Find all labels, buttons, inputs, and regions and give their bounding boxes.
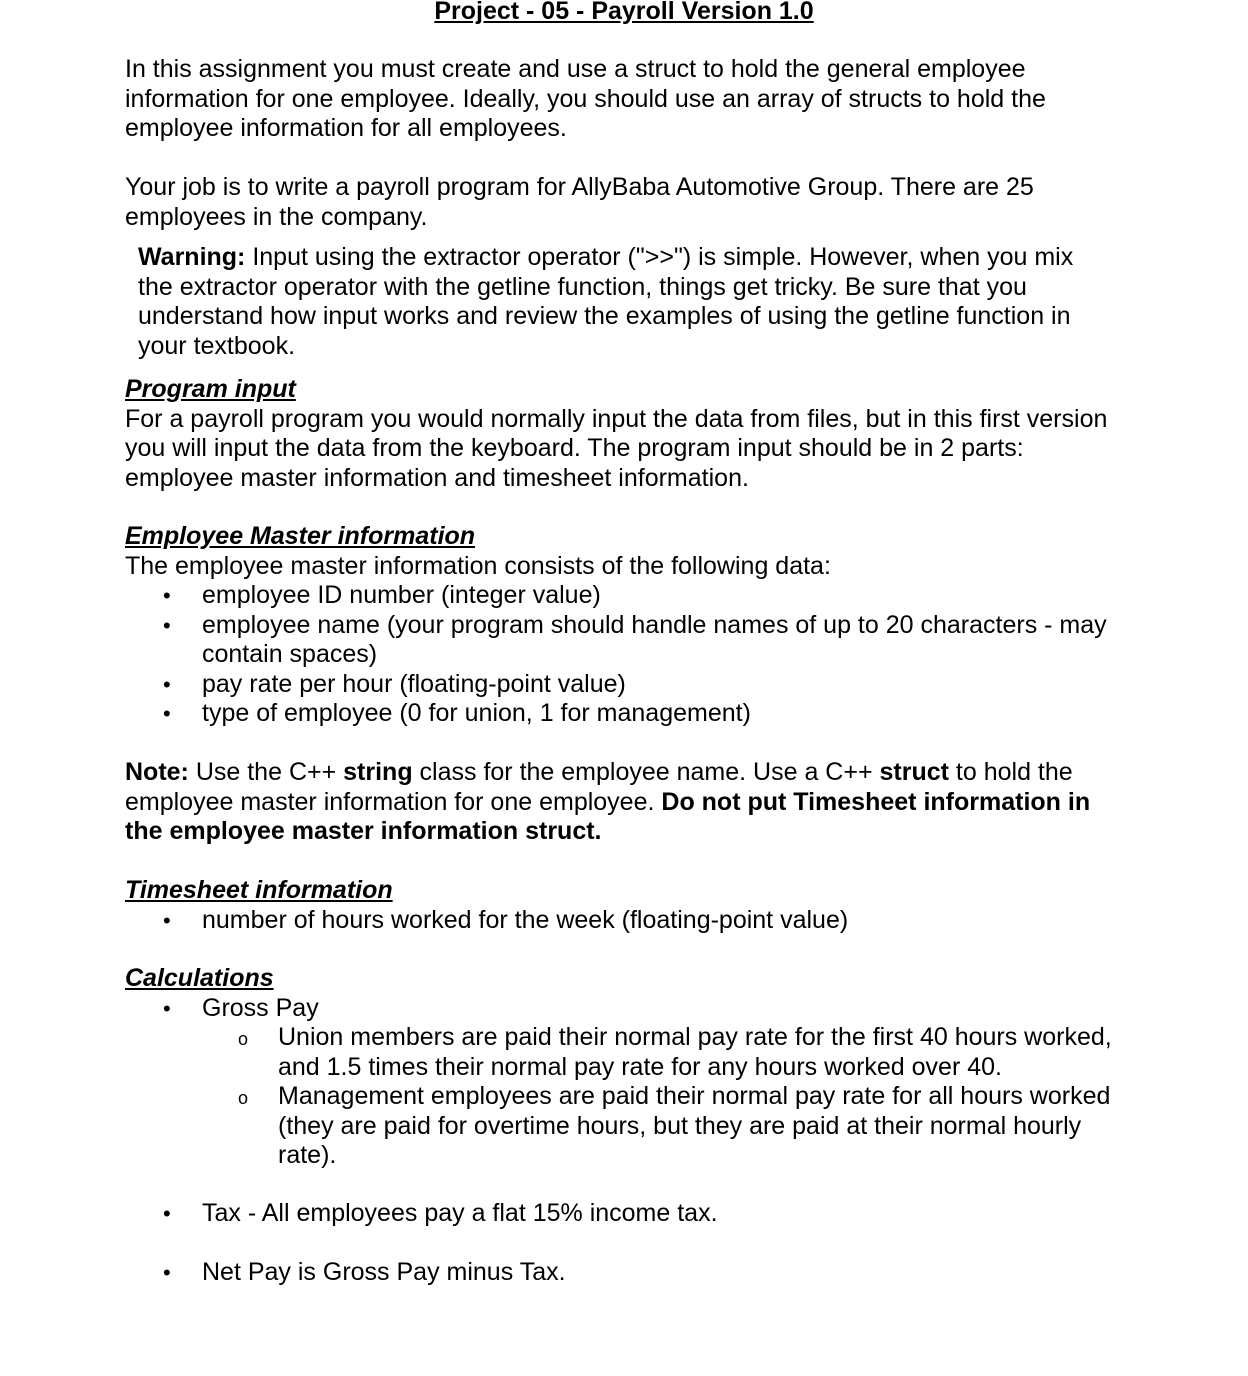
list-item-text: employee name (your program should handle names of up to 20 characters - may contain spaces) (202, 610, 1107, 668)
note-bold-warning: Do not put Timesheet information in the employee master information struct. (125, 787, 1091, 845)
note-label: Note: (125, 758, 189, 786)
program-input-text: For a payroll program you would normally input the data from files, but in this first version you will input the data from the keyboard. The program input should be in 2 parts: employee master information and timesheet information. (125, 404, 1108, 492)
warning-label: Warning: (138, 243, 246, 271)
bullet-icon: • (163, 907, 171, 933)
timesheet-section (125, 876, 1125, 935)
warning-paragraph (138, 243, 1113, 361)
note-text: class for the employee name. Use a C++ (412, 758, 880, 786)
list-item (125, 670, 1125, 700)
calculations-section (125, 964, 1125, 1171)
bullet-icon: • (163, 701, 171, 726)
bullet-icon: • (163, 1260, 171, 1285)
list-item (125, 699, 1125, 729)
list-item-text: employee ID number (integer value) (202, 581, 601, 609)
list-item (125, 1199, 1125, 1229)
program-input-heading: Program input (125, 375, 296, 403)
list-item (125, 1258, 1125, 1288)
net-pay-list (125, 1258, 1125, 1288)
timesheet-list (125, 906, 1125, 936)
list-item (125, 611, 1125, 670)
gross-pay-label: Gross Pay (202, 993, 319, 1022)
list-item (125, 581, 1125, 611)
circle-bullet-icon: o (238, 1029, 249, 1049)
calculations-heading: Calculations (125, 964, 274, 992)
list-item (125, 906, 1125, 936)
gross-pay-sublist (125, 1023, 1125, 1171)
intro-paragraph-2: Your job is to write a payroll program for AllyBaba Automotive Group. There are 25 employees in the company. (125, 173, 1034, 231)
bullet-icon: • (163, 583, 171, 608)
bullet-icon: • (163, 1201, 171, 1226)
employee-master-section (125, 522, 1125, 729)
list-item-text: pay rate per hour (floating-point value) (202, 669, 626, 698)
sub-list-item (125, 1023, 1125, 1082)
circle-bullet-icon: o (238, 1088, 249, 1108)
bullet-icon: • (163, 671, 171, 697)
sub-list-item (125, 1082, 1125, 1171)
warning-text: Input using the extractor operator (">>") is simple. However, when you mix the extractor operator with the getline function, things get tricky. Be sure that you understand how input works and review the examples of using the getline function in your textbook. (138, 243, 1074, 360)
tax-list (125, 1199, 1125, 1229)
employee-master-list (125, 581, 1125, 729)
calculations-list (125, 994, 1125, 1024)
list-item-text: type of employee (0 for union, 1 for management) (202, 699, 751, 727)
list-item (125, 994, 1125, 1024)
note-paragraph (125, 758, 1125, 847)
list-item-text: number of hours worked for the week (floating-point value) (202, 905, 849, 934)
document-title: Project - 05 - Payroll Version 1.0 (434, 0, 814, 25)
employee-master-intro: The employee master information consists of the following data: (125, 551, 831, 580)
tax-text: Tax - All employees pay a flat 15% income tax. (202, 1199, 718, 1227)
sub-list-item-text: Union members are paid their normal pay rate for the first 40 hours worked, and 1.5 times their normal pay rate for any hours worked over 40. (278, 1023, 1112, 1081)
note-bold-string: string (343, 758, 413, 786)
net-pay-text: Net Pay is Gross Pay minus Tax. (202, 1258, 566, 1286)
note-text: to hold the employee master information for one employee. (125, 758, 1073, 816)
note-text: Use the C++ (188, 758, 344, 786)
bullet-icon: • (163, 995, 171, 1021)
note-bold-struct: struct (879, 758, 949, 786)
intro-paragraph-1: In this assignment you must create and use a struct to hold the general employee information for one employee. Ideally, you should use an array of structs to hold the employee information for all employees. (125, 55, 1046, 142)
sub-list-item-text: Management employees are paid their normal pay rate for all hours worked (they are paid for overtime hours, but they are paid at their normal hourly rate). (278, 1082, 1111, 1169)
bullet-icon: • (163, 612, 171, 638)
employee-master-heading: Employee Master information (125, 522, 476, 550)
timesheet-heading: Timesheet information (125, 876, 393, 904)
program-input-section (125, 375, 1125, 493)
